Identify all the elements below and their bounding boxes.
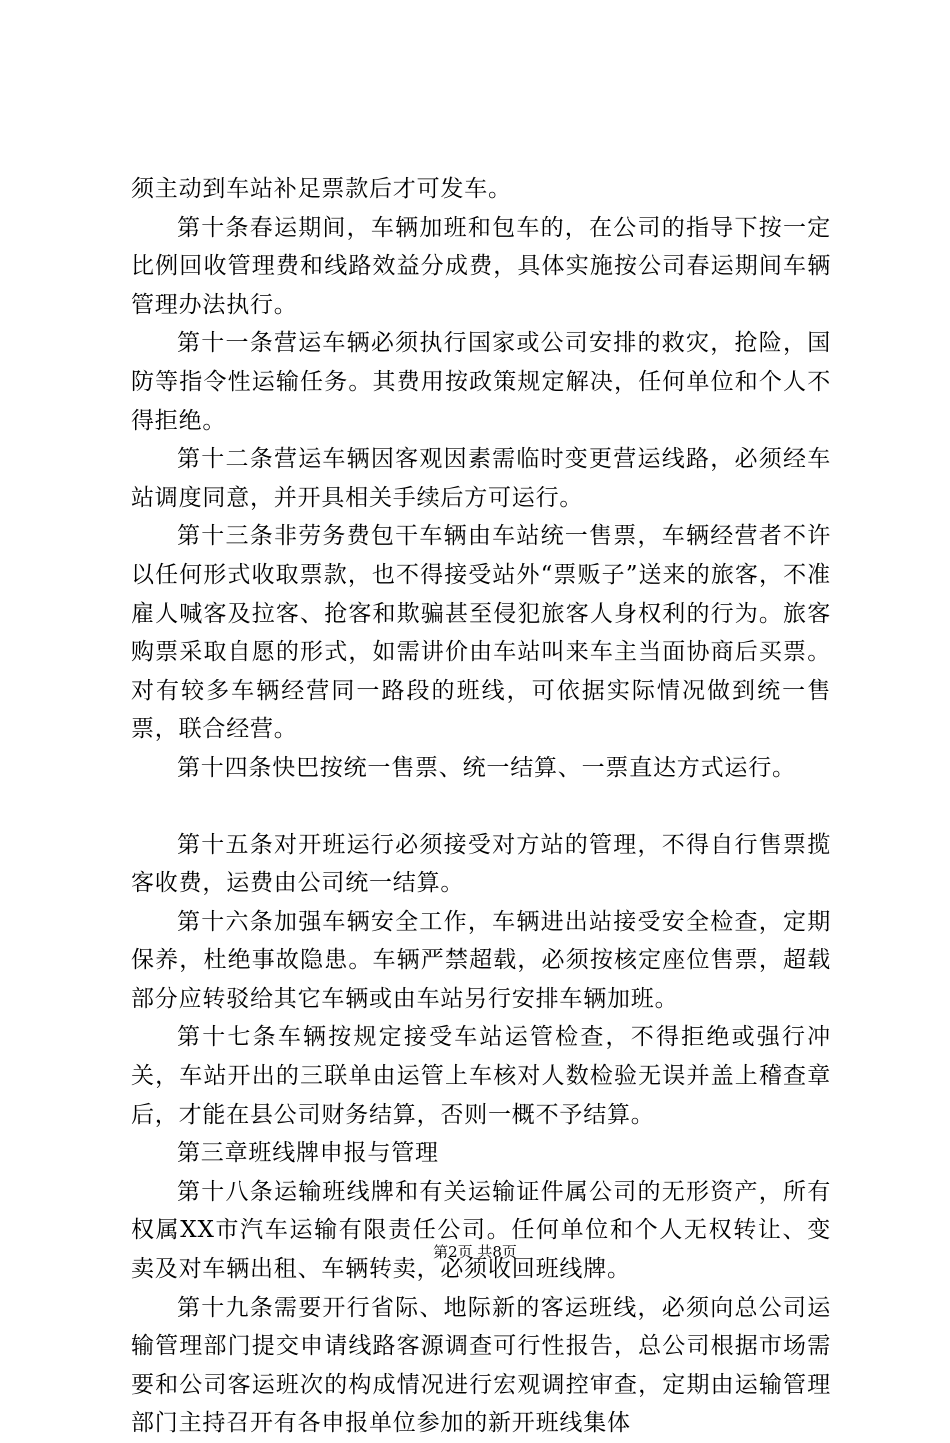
paragraph-article-11: 第十一条营运车辆必须执行国家或公司安排的救灾，抢险，国防等指令性运输任务。其费用按政策规定解决，任何单位和个人不得拒绝。 [131,330,831,434]
paragraph-article-19: 第十九条需要开行省际、地际新的客运班线，必须向总公司运输管理部门提交申请线路客源调查可行性报告，总公司根据市场需要和公司客运班次的构成情况进行宏观调控审查，定期由运输管理部门主持召开有各申报单位参加的新开班线集体 [131,1294,831,1437]
paragraph-article-13: 第十三条非劳务费包干车辆由车站统一售票，车辆经营者不许以任何形式收取票款，也不得接受站外“票贩子”送来的旅客，不准雇人喊客及拉客、抢客和欺骗甚至侵犯旅客人身权利的行为。旅客购票采取自愿的形式，如需讲价由车站叫来车主当面协商后买票。对有较多车辆经营同一路段的班线，可依据实际情况做到统一售票，联合经营。 [131,523,831,743]
paragraph-article-16: 第十六条加强车辆安全工作，车辆进出站接受安全检查，定期保养，杜绝事故隐患。车辆严禁超载，必须按核定座位售票，超载部分应转驳给其它车辆或由车站另行安排车辆加班。 [131,908,831,1012]
paragraph-article-17: 第十七条车辆按规定接受车站运管检查，不得拒绝或强行冲关，车站开出的三联单由运管上车核对人数检验无误并盖上稽查章后，才能在县公司财务结算，否则一概不予结算。 [131,1024,831,1128]
chapter-heading: 第三章班线牌申报与管理 [177,1140,439,1167]
paragraph-article-18: 第十八条运输班线牌和有关运输证件属公司的无形资产，所有权属XX市汽车运输有限责任公司。任何单位和个人无权转让、变卖及对车辆出租、车辆转卖，必须收回班线牌。 [131,1178,831,1283]
paragraph-article-15: 第十五条对开班运行必须接受对方站的管理，不得自行售票揽客收费，运费由公司统一结算。 [131,831,831,897]
page-number: 第2页 共8页 [433,1243,517,1261]
paragraph-article-10: 第十条春运期间，车辆加班和包车的，在公司的指导下按一定比例回收管理费和线路效益分成费，具体实施按公司春运期间车辆管理办法执行。 [131,214,831,318]
paragraph-article-12: 第十二条营运车辆因客观因素需临时变更营运线路，必须经车站调度同意，并开具相关手续后方可运行。 [131,446,831,511]
paragraph-article-14: 第十四条快巴按统一售票、统一结算、一票直达方式运行。 [177,754,796,781]
paragraph-continuation: 须主动到车站补足票款后才可发车。 [131,176,512,202]
